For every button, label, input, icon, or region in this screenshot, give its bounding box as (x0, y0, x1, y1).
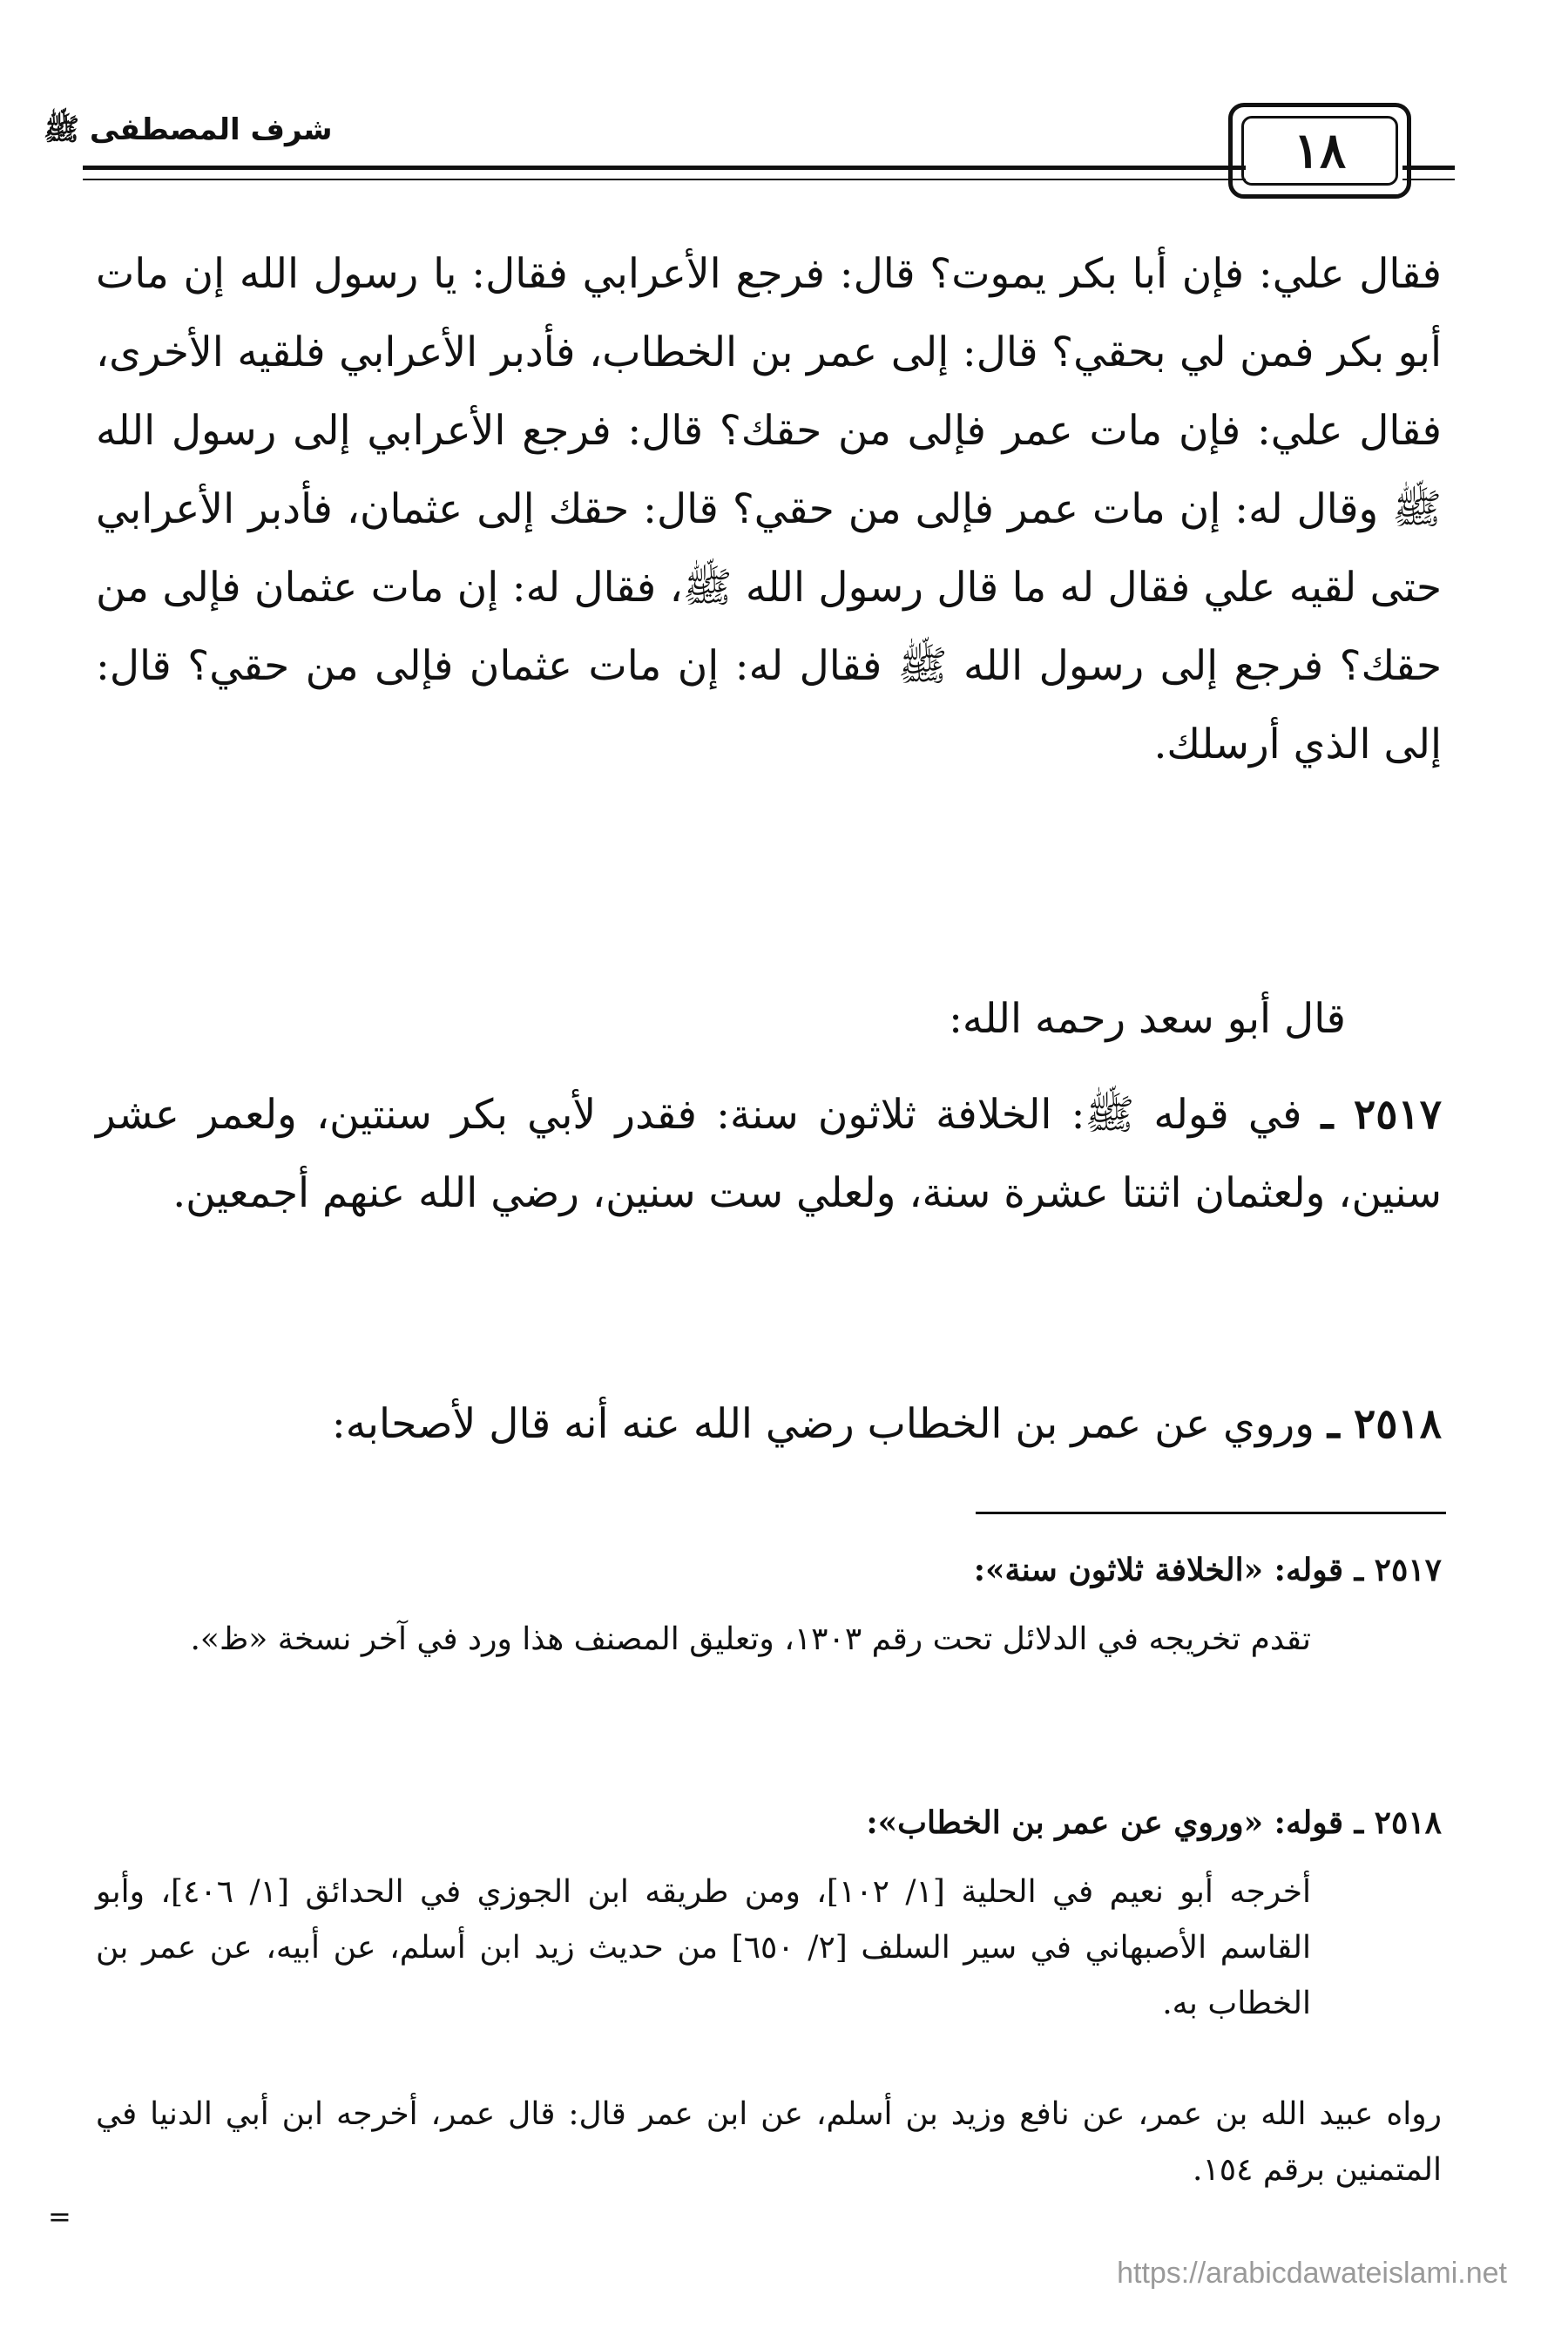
footnote-separator (976, 1512, 1446, 1514)
hadith-text: في قوله ﷺ: الخلافة ثلاثون سنة: فقدر لأبي بكر سنتين، ولعمر عشر سنين، ولعثمان اثنتا عشرة سنة، ولعلي ست سنين، رضي الله عنهم أجمعين. (96, 1091, 1442, 1217)
body-paragraph: فقال علي: فإن أبا بكر يموت؟ قال: فرجع الأعرابي فقال: يا رسول الله إن مات أبو بكر فمن لي بحقي؟ قال: إلى عمر بن الخطاب، فأدبر الأعرابي فلقيه الأخرى، فقال علي: فإن مات عمر فإلى من حقك؟ قال: فرجع الأعرابي إلى رسول الله ﷺ وقال له: إن مات عمر فإلى من حقي؟ قال: حقك إلى عثمان، فأدبر الأعرابي حتى لقيه علي فقال له ما قال رسول الله ﷺ، فقال له: إن مات عثمان فإلى من حقك؟ فرجع إلى رسول الله ﷺ فقال له: إن مات عثمان فإلى من حقي؟ قال: إلى الذي أرسلك. (96, 250, 1442, 768)
footnote-heading: ٢٥١٨ ـ قوله: «وروي عن عمر بن الخطاب»: (866, 1804, 1442, 1841)
running-title: شرف المصطفى ﷺ (44, 112, 333, 147)
footnote-text: أخرجه أبو نعيم في الحلية [١/ ١٠٢]، ومن طريقه ابن الجوزي في الحدائق [١/ ٤٠٦]، وأبو القاسم الأصبهاني في سير السلف [٢/ ٦٥٠] من حديث زيد ابن أسلم، عن أبيه، عن عمر بن الخطاب به. (96, 1874, 1312, 2021)
author-remark-heading: قال أبو سعد رحمه الله: (949, 995, 1346, 1043)
hadith-text: وروي عن عمر بن الخطاب رضي الله عنه أنه قال لأصحابه: (331, 1400, 1315, 1448)
hadith-2518 (96, 1385, 1442, 1464)
hadith-number: ٢٥١٨ ـ (1327, 1400, 1442, 1448)
header-rule-thin (83, 179, 1246, 180)
page-number-frame (1228, 103, 1411, 199)
header-rule (83, 166, 1246, 170)
page-number: ١٨ (1241, 116, 1398, 186)
footnote-text: تقدم تخريجه في الدلائل تحت رقم ١٣٠٣، وتعليق المصنف هذا ورد في آخر نسخة «ظ». (190, 1621, 1311, 1657)
watermark: https://arabicdawateislami.net (1117, 2257, 1507, 2290)
hadith-number: ٢٥١٧ ـ (1321, 1091, 1442, 1139)
footnote-text-continued: رواه عبيد الله بن عمر، عن نافع وزيد بن أسلم، عن ابن عمر قال: قال عمر، أخرجه ابن أبي الدنيا في المتمنين برقم ١٥٤. (96, 2096, 1442, 2188)
footnote-heading: ٢٥١٧ ـ قوله: «الخلافة ثلاثون سنة»: (973, 1552, 1442, 1588)
hadith-2517 (96, 1076, 1442, 1233)
continuation-mark: = (48, 2200, 71, 2233)
